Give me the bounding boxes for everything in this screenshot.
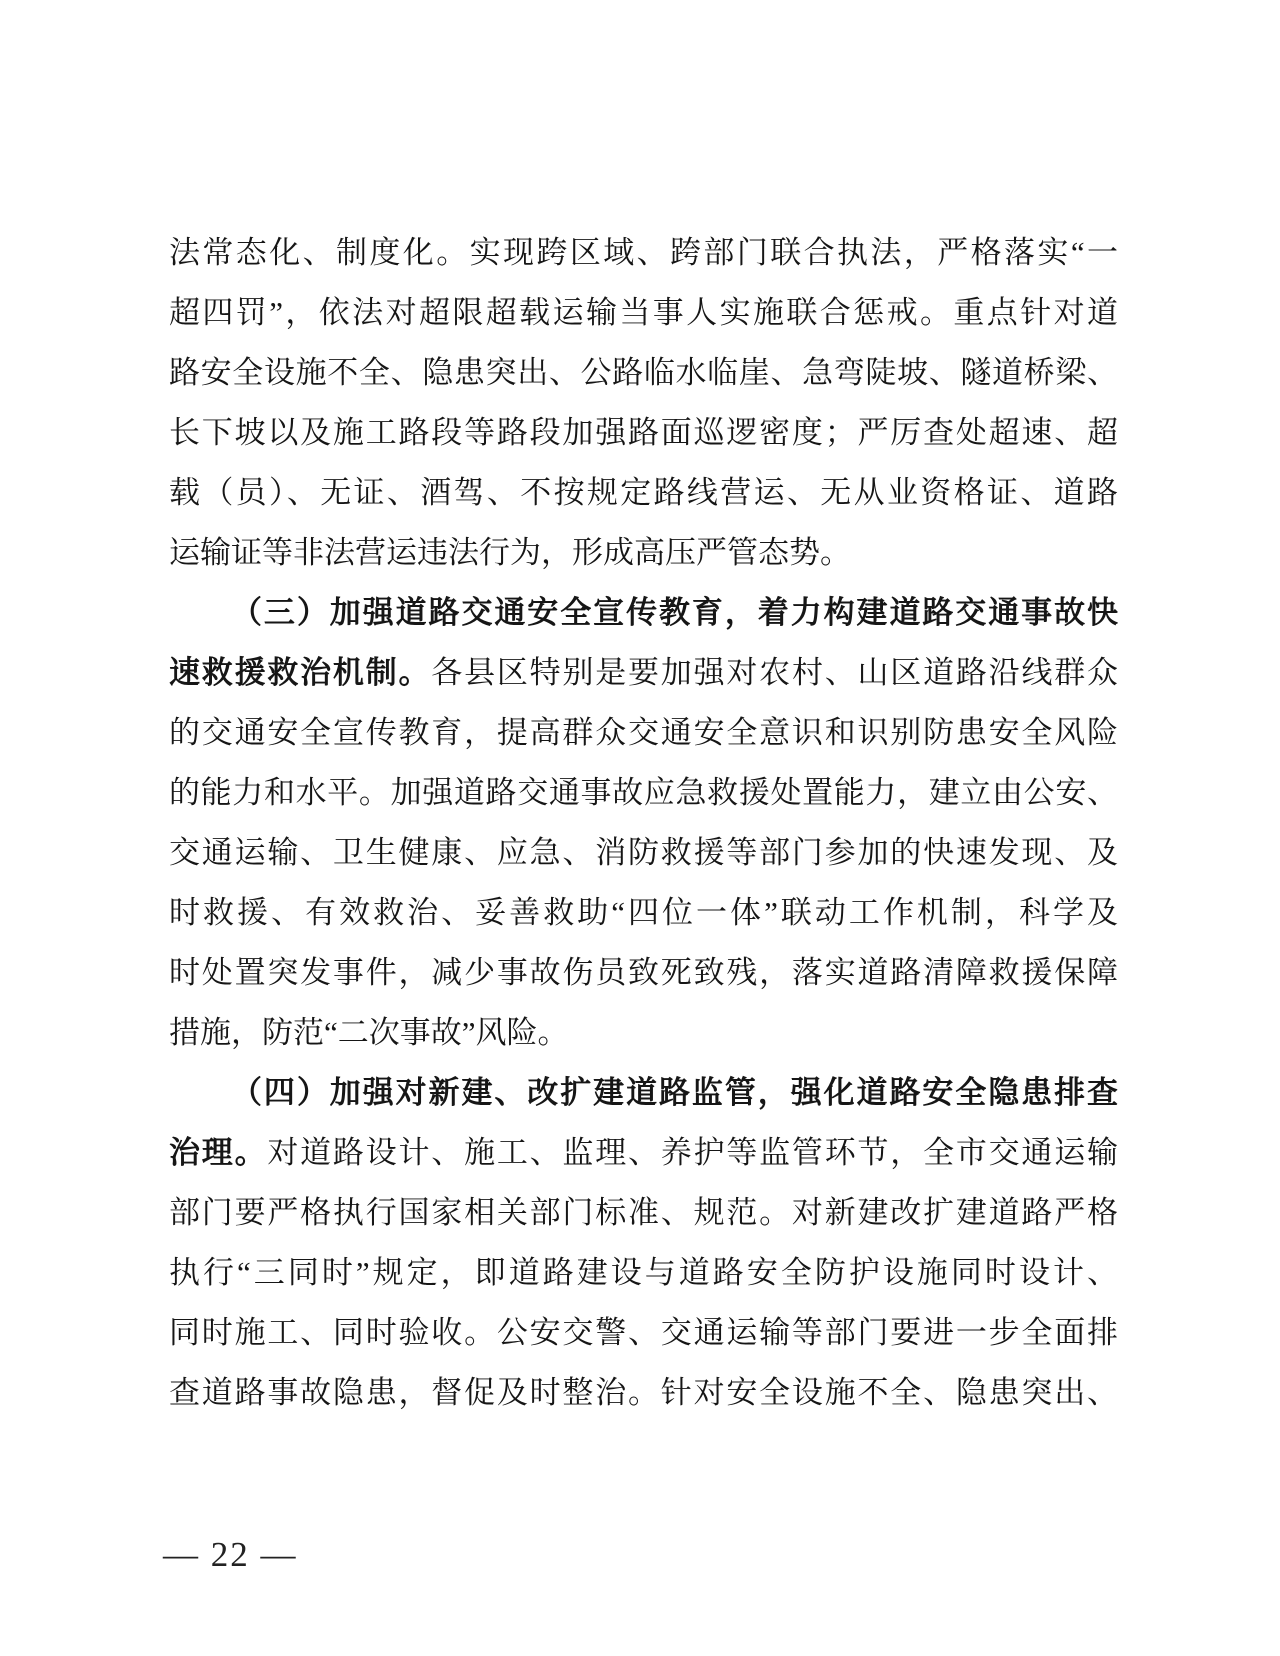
body-text: 部门要严格执行国家相关部门标准、规范。对新建改扩建道路严格: [169, 1195, 1118, 1230]
text-line: [169, 643, 1118, 703]
text-line: [169, 883, 1118, 943]
document-body: [169, 223, 1118, 1423]
body-text: 各县区特别是要加强对农村、山区道路沿线群众: [431, 655, 1118, 690]
body-text: 查道路事故隐患，督促及时整治。针对安全设施不全、隐患突出、: [169, 1375, 1118, 1410]
body-text: 时处置突发事件，减少事故伤员致死致残，落实道路清障救援保障: [169, 955, 1118, 990]
heading-emphasis-text: （四）加强对新建、改扩建道路监管，强化道路安全隐患排查: [231, 1075, 1118, 1110]
text-line: [169, 943, 1118, 1003]
text-line: [169, 283, 1118, 343]
text-line: [169, 823, 1118, 883]
text-line: [169, 1183, 1118, 1243]
text-line: [169, 1303, 1118, 1363]
page-footer: [163, 1534, 298, 1576]
body-text: 同时施工、同时验收。公安交警、交通运输等部门要进一步全面排: [169, 1315, 1118, 1350]
text-line: [169, 1363, 1118, 1423]
body-text: 法常态化、制度化。实现跨区域、跨部门联合执法，严格落实“一: [169, 235, 1118, 270]
body-text: 时救援、有效救治、妥善救助“四位一体”联动工作机制，科学及: [169, 895, 1118, 930]
heading-emphasis-text: 治理。: [169, 1135, 268, 1170]
text-line: [169, 223, 1118, 283]
body-text: 载（员）、无证、酒驾、不按规定路线营运、无从业资格证、道路: [169, 475, 1118, 510]
text-line: [169, 403, 1118, 463]
text-line: [169, 463, 1118, 523]
body-text: 运输证等非法营运违法行为，形成高压严管态势。: [169, 535, 851, 570]
body-text: 的交通安全宣传教育，提高群众交通安全意识和识别防患安全风险: [169, 715, 1118, 750]
body-text: 路安全设施不全、隐患突出、公路临水临崖、急弯陡坡、隧道桥梁、: [169, 355, 1118, 390]
text-line: [169, 1063, 1118, 1123]
text-line: [169, 1243, 1118, 1303]
text-line: [169, 763, 1118, 823]
body-text: 长下坡以及施工路段等路段加强路面巡逻密度；严厉查处超速、超: [169, 415, 1118, 450]
text-line: [169, 1123, 1118, 1183]
text-line: [169, 1003, 1118, 1063]
text-line: [169, 583, 1118, 643]
text-line: [169, 703, 1118, 763]
text-line: [169, 343, 1118, 403]
body-text: 对道路设计、施工、监理、养护等监管环节，全市交通运输: [267, 1135, 1118, 1170]
heading-emphasis-text: （三）加强道路交通安全宣传教育，着力构建道路交通事故快: [231, 595, 1118, 630]
body-text: 措施，防范“二次事故”风险。: [169, 1015, 569, 1050]
text-line: [169, 523, 1118, 583]
heading-emphasis-text: 速救援救治机制。: [169, 655, 432, 690]
body-text: 执行“三同时”规定，即道路建设与道路安全防护设施同时设计、: [169, 1255, 1118, 1290]
page-number: — 22 —: [163, 1535, 298, 1574]
body-text: 交通运输、卫生健康、应急、消防救援等部门参加的快速发现、及: [169, 835, 1118, 870]
body-text: 超四罚”，依法对超限超载运输当事人实施联合惩戒。重点针对道: [169, 295, 1118, 330]
body-text: 的能力和水平。加强道路交通事故应急救援处置能力，建立由公安、: [169, 775, 1118, 810]
